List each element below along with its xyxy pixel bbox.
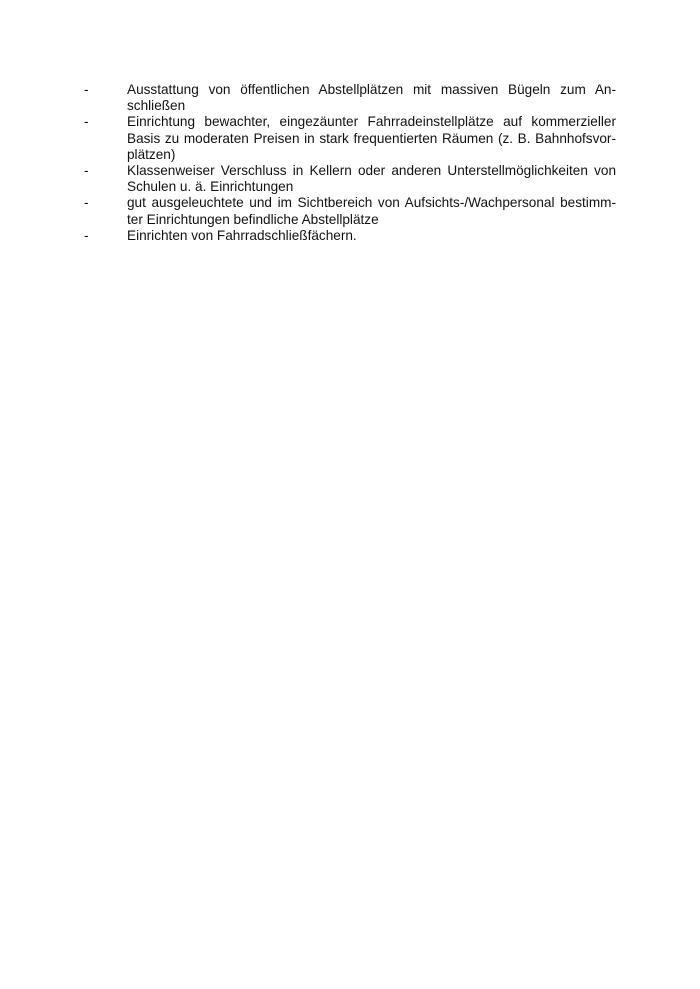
text-line: Ausstattung von öffentlichen Abstellplätzen mit massiven Bügeln zum An- (127, 82, 616, 97)
list-item (84, 228, 616, 244)
list-item (84, 114, 616, 163)
list-item-text (127, 82, 616, 114)
text-line: gut ausgeleuchtete und im Sichtbereich von Aufsichts-/Wachpersonal bestimm- (127, 195, 616, 211)
text-line: Klassenweiser Verschluss in Kellern oder anderen Unterstellmöglichkeiten von (127, 163, 616, 179)
list-item-text (127, 195, 616, 227)
list-item (84, 163, 616, 195)
text-line: Einrichten von Fahrradschließfächern. (127, 227, 357, 243)
text-line: plätzen) (127, 146, 176, 162)
bullet-dash: - (84, 195, 89, 211)
text-line: schließen (127, 98, 186, 114)
bullet-dash: - (84, 227, 89, 243)
bullet-dash: - (84, 163, 89, 179)
list-item (84, 82, 616, 114)
bullet-dash: - (84, 114, 89, 130)
list-item-text (127, 114, 616, 163)
bullet-dash: - (84, 82, 89, 97)
text-line: ter Einrichtungen befindliche Abstellplätze (127, 211, 379, 227)
list-item-text (127, 163, 616, 195)
text-line: Basis zu moderaten Preisen in stark frequentierten Räumen (z. B. Bahnhofsvor- (127, 130, 616, 146)
text-line: Schulen u. ä. Einrichtungen (127, 179, 294, 195)
list-item (84, 195, 616, 227)
text-line: Einrichtung bewachter, eingezäunter Fahrradeinstellplätze auf kommerzieller (127, 114, 616, 130)
bullet-list (84, 82, 616, 244)
list-item-text (127, 228, 616, 244)
